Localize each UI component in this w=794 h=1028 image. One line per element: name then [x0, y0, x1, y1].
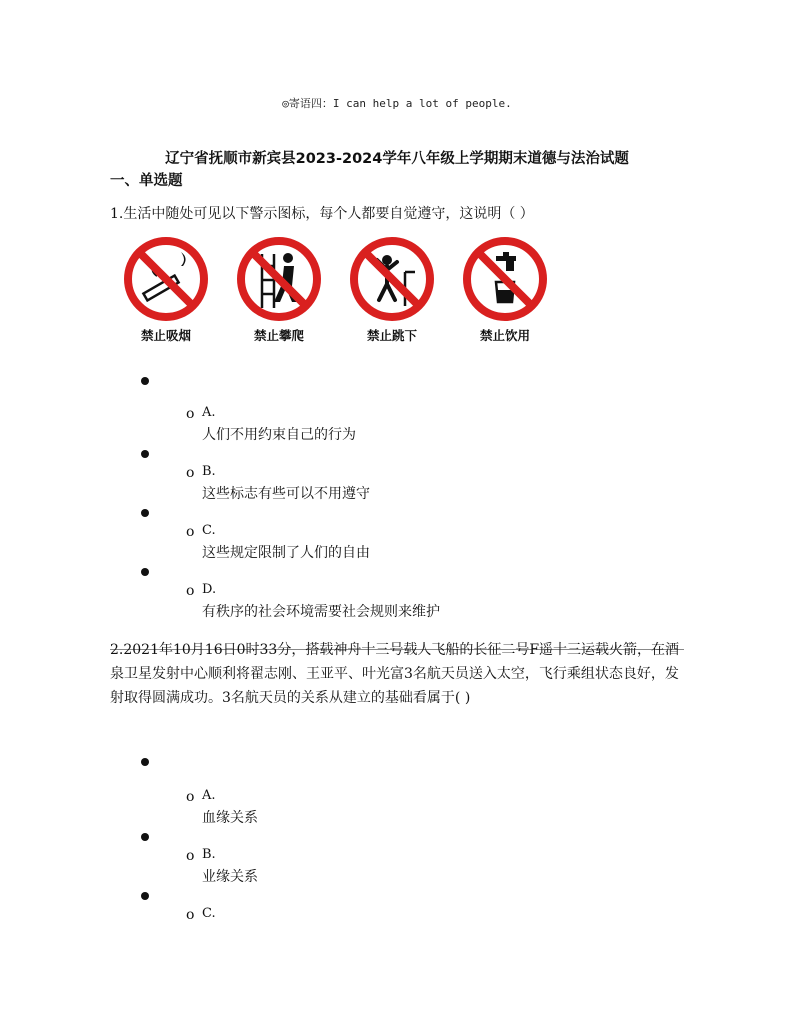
- option-d-letter[interactable]: D.: [202, 582, 217, 597]
- warning-signs: [123, 236, 563, 346]
- section-heading: 一、单选题: [110, 173, 183, 189]
- no-drinking-icon: [462, 236, 548, 322]
- sign-no-jumping: [349, 236, 437, 346]
- option-a-text[interactable]: 血缘关系: [202, 810, 258, 826]
- option-a-letter[interactable]: A.: [202, 405, 216, 420]
- list-bullet: [141, 758, 149, 766]
- option-marker: o: [186, 907, 195, 923]
- question-1-stem: 1.生活中随处可见以下警示图标，每个人都要自觉遵守，这说明（ ）: [110, 206, 534, 222]
- question-2-stem: 2.2021年10月16日0时33分，搭载神舟十三号载人飞船的长征二号F遥十三运载火箭，在酒泉卫星发射中心顺利将翟志刚、王亚平、叶光富3名航天员送入太空，飞行乘组状态良好，发射取得圆满成功。3名航天员的关系从建立的基础看属于( ): [110, 642, 680, 706]
- sign-no-climbing: [236, 236, 324, 346]
- list-bullet: [141, 509, 149, 517]
- option-b-letter[interactable]: B.: [202, 847, 216, 862]
- option-b-text[interactable]: 这些标志有些可以不用遵守: [202, 486, 370, 502]
- option-marker: o: [186, 848, 195, 864]
- option-b-text[interactable]: 业缘关系: [202, 869, 258, 885]
- sign-label: 禁止吸烟: [140, 328, 191, 343]
- list-bullet: [141, 450, 149, 458]
- option-marker: o: [186, 789, 195, 805]
- page-title: 辽宁省抚顺市新宾县2023-2024学年八年级上学期期末道德与法治试题: [165, 151, 629, 167]
- option-c-letter[interactable]: C.: [202, 523, 216, 538]
- sign-label: 禁止饮用: [479, 328, 530, 343]
- list-bullet: [141, 833, 149, 841]
- motto-line: ◎寄语四：I can help a lot of people.: [282, 97, 512, 110]
- option-marker: o: [186, 583, 195, 599]
- sign-label: 禁止跳下: [366, 328, 417, 343]
- option-a-letter[interactable]: A.: [202, 788, 216, 803]
- list-bullet: [141, 568, 149, 576]
- list-bullet: [141, 377, 149, 385]
- option-marker: o: [186, 465, 195, 481]
- option-marker: o: [186, 406, 195, 422]
- option-d-text[interactable]: 有秩序的社会环境需要社会规则来维护: [202, 604, 440, 620]
- list-bullet: [141, 892, 149, 900]
- no-smoking-icon: [123, 236, 209, 322]
- option-c-text[interactable]: 这些规定限制了人们的自由: [202, 545, 370, 561]
- no-climbing-icon: [236, 236, 322, 322]
- sign-label: 禁止攀爬: [253, 328, 304, 343]
- option-a-text[interactable]: 人们不用约束自己的行为: [202, 427, 356, 443]
- option-b-letter[interactable]: B.: [202, 464, 216, 479]
- option-marker: o: [186, 524, 195, 540]
- sign-no-smoking: [123, 236, 211, 346]
- sign-no-drinking: [462, 236, 550, 346]
- option-c-letter[interactable]: C.: [202, 906, 216, 921]
- no-jumping-icon: [349, 236, 435, 322]
